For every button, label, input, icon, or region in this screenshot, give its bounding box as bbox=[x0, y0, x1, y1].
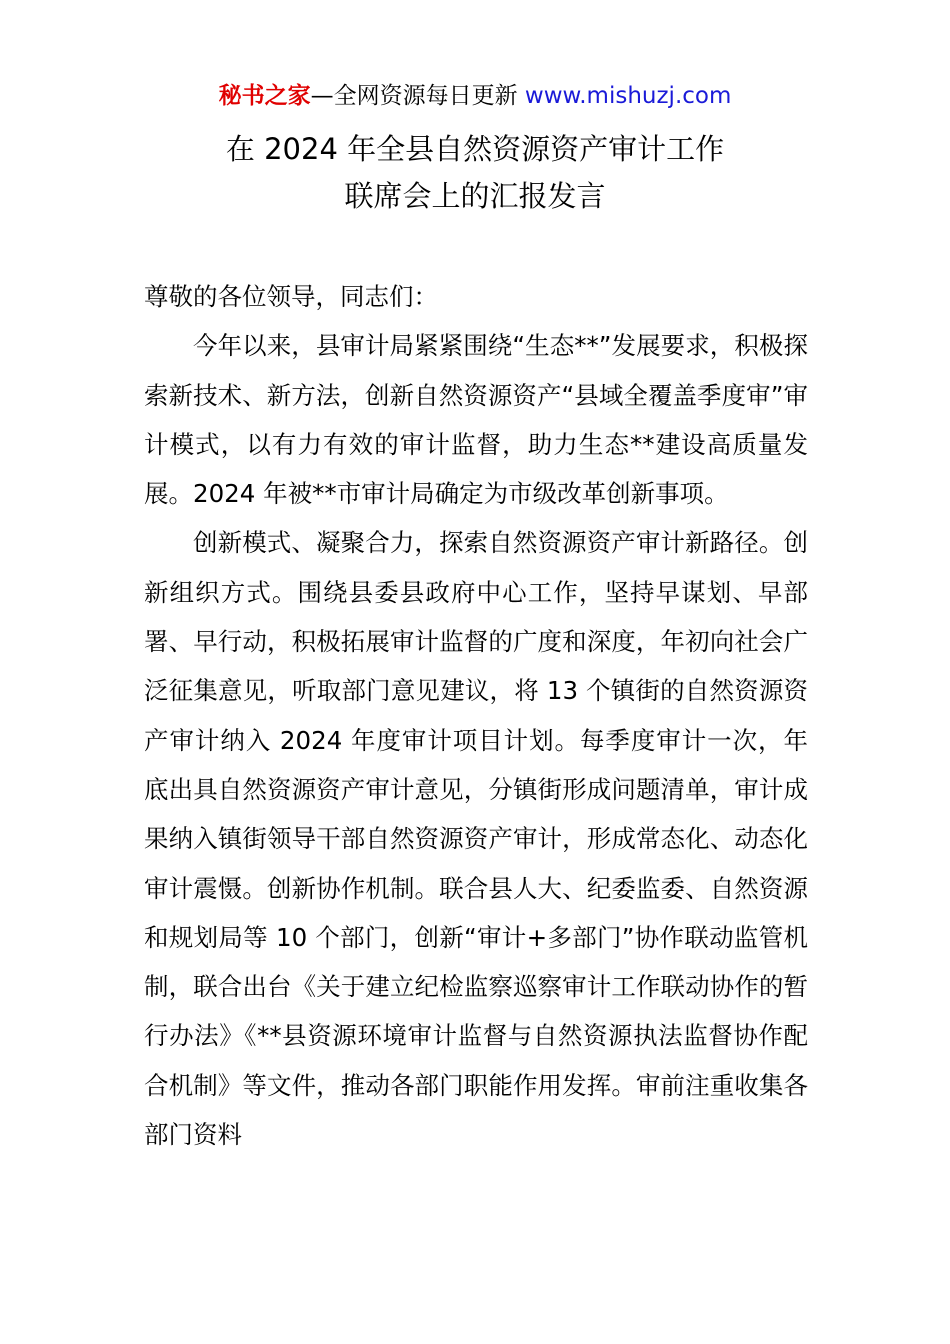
site-brand: 秘书之家 bbox=[218, 83, 311, 109]
body-paragraph-1: 今年以来，县审计局紧紧围绕“生态**”发展要求，积极探索新技术、新方法，创新自然资源资产“县域全覆盖季度审”审计模式，以有力有效的审计监督，助力生态**建设高质量发展。2024 年被**市审计局确定为市级改革创新事项。 bbox=[144, 331, 808, 509]
document-body bbox=[144, 272, 808, 1159]
document-title-line-2: 联席会上的汇报发言 bbox=[344, 179, 606, 213]
document-title bbox=[0, 126, 950, 220]
site-url[interactable]: www.mishuzj.com bbox=[524, 83, 732, 109]
site-tagline: —全网资源每日更新 bbox=[310, 83, 525, 109]
site-header bbox=[0, 80, 950, 112]
document-title-line-1: 在 2024 年全县自然资源资产审计工作 bbox=[225, 132, 725, 166]
body-paragraph-2: 创新模式、凝聚合力，探索自然资源资产审计新路径。创新组织方式。围绕县委县政府中心工作，坚持早谋划、早部署、早行动，积极拓展审计监督的广度和深度，年初向社会广泛征集意见，听取部门意见建议，将 13 个镇街的自然资源资产审计纳入 2024 年度审计项目计划。每季度审计一次，年底出具自然资源资产审计意见，分镇街形成问题清单，审计成果纳入镇街领导干部自然资源资产审计，形成常态化、动态化审计震慑。创新协作机制。联合县人大、纪委监委、自然资源和规划局等 10 个部门，创新“审计+多部门”协作联动监管机制，联合出台《关于建立纪检监察巡察审计工作联动协作的暂行办法》《**县资源环境审计监督与自然资源执法监督协作配合机制》等文件，推动各部门职能作用发挥。审前注重收集各部门资料 bbox=[144, 528, 808, 1150]
salutation: 尊敬的各位领导，同志们： bbox=[144, 282, 438, 311]
